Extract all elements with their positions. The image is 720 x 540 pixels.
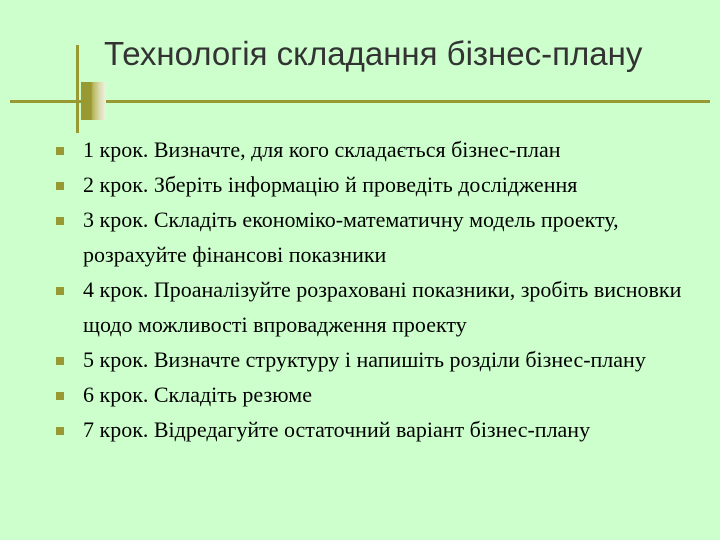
decorative-gradient-square (81, 82, 106, 120)
list-item (0, 132, 720, 167)
square-bullet-icon (56, 287, 64, 295)
step-text: 3 крок. Складіть економіко-математичну модель проекту, розрахуйте фінансові показники (83, 207, 619, 267)
list-item (0, 272, 720, 342)
square-bullet-icon (56, 182, 64, 190)
decorative-horizontal-line (10, 100, 710, 103)
decorative-vertical-line (76, 45, 79, 133)
step-text: 2 крок. Зберіть інформацію й проведіть дослідження (83, 172, 578, 197)
step-text: 5 крок. Визначте структуру і напишіть розділи бізнес-плану (83, 347, 646, 372)
square-bullet-icon (56, 392, 64, 400)
steps-list (0, 132, 720, 447)
slide-title: Технологія складання бізнес-плану (104, 35, 643, 72)
step-text: 1 крок. Визначте, для кого складається бізнес-план (83, 137, 561, 162)
list-item (0, 412, 720, 447)
square-bullet-icon (56, 147, 64, 155)
step-text: 4 крок. Проаналізуйте розраховані показники, зробіть висновки щодо можливості впровадження проекту (83, 277, 682, 337)
step-text: 6 крок. Складіть резюме (83, 382, 312, 407)
square-bullet-icon (56, 427, 64, 435)
list-item (0, 202, 720, 272)
step-text: 7 крок. Відредагуйте остаточний варіант бізнес-плану (83, 417, 591, 442)
list-item (0, 342, 720, 377)
square-bullet-icon (56, 217, 64, 225)
list-item (0, 167, 720, 202)
square-bullet-icon (56, 357, 64, 365)
list-item (0, 377, 720, 412)
